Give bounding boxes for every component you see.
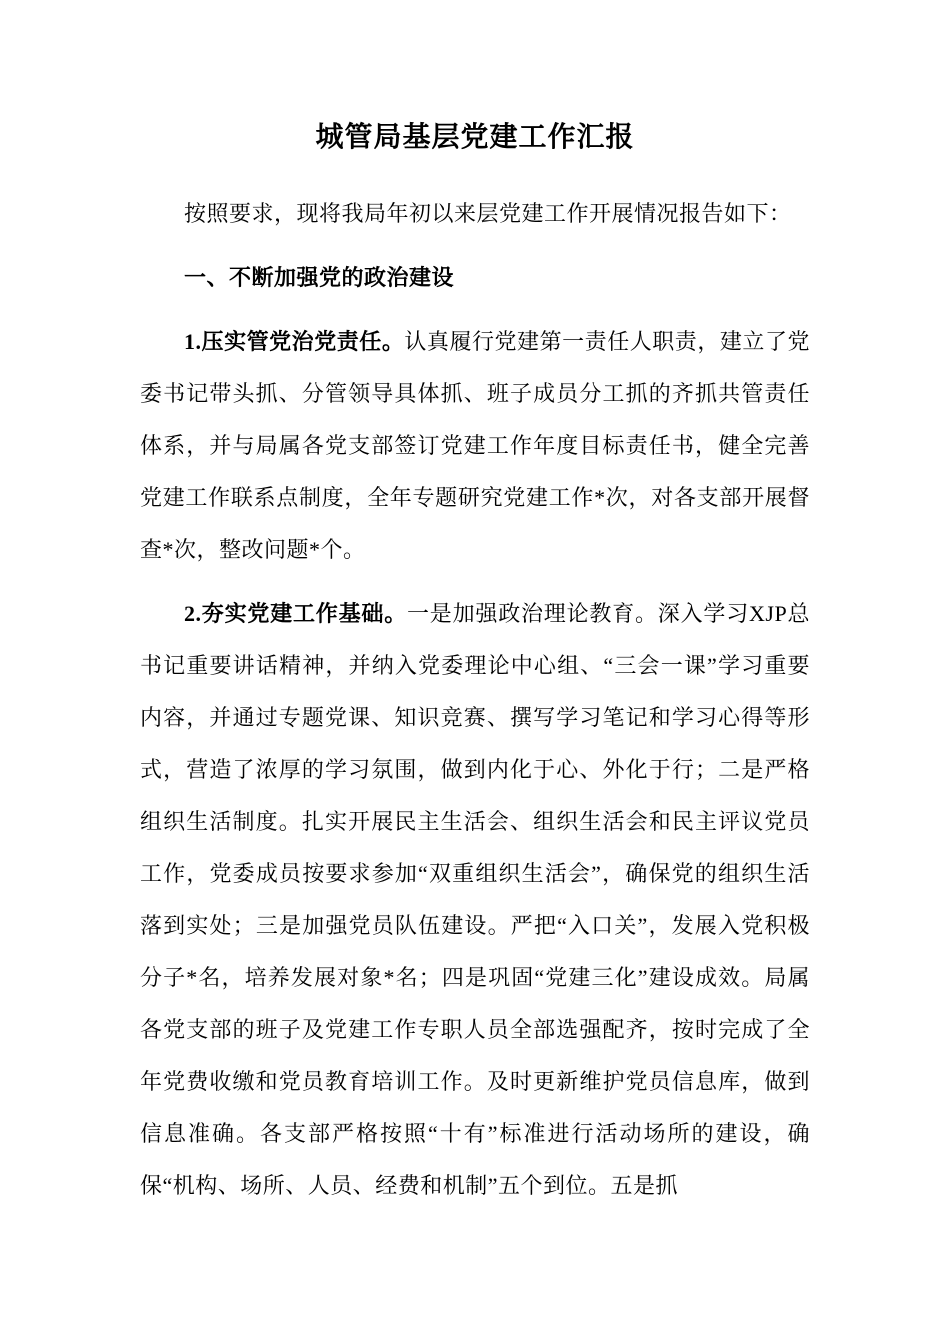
section-heading [140,252,810,304]
intro-paragraph-text: 按照要求，现将我局年初以来层党建工作开展情况报告如下： [184,201,792,227]
paragraph-item-1-lead: 1.压实管党治党责任。 [184,329,405,355]
paragraph-item-1-text: 认真履行党建第一责任人职责，建立了党委书记带头抓、分管领导具体抓、班子成员分工抓的齐抓共管责任体系，并与局属各党支部签订党建工作年度目标责任书，健全完善党建工作联系点制度，全年专题研究党建工作*次，对各支部开展督查*次，整改问题*个。 [140,329,810,563]
paragraph-item-2 [140,588,810,1212]
intro-paragraph [140,188,810,240]
paragraph-item-1 [140,316,810,576]
document-title: 城管局基层党建工作汇报 [315,122,635,153]
paragraph-item-2-text: 一是加强政治理论教育。深入学习XJP总书记重要讲话精神，并纳入党委理论中心组、“三会一课”学习重要内容，并通过专题党课、知识竞赛、撰写学习笔记和学习心得等形式，营造了浓厚的学习氛围，做到内化于心、外化于行；二是严格组织生活制度。扎实开展民主生活会、组织生活会和民主评议党员工作，党委成员按要求参加“双重组织生活会”，确保党的组织生活落到实处；三是加强党员队伍建设。严把“入口关”，发展入党积极分子*名，培养发展对象*名；四是巩固“党建三化”建设成效。局属各党支部的班子及党建工作专职人员全部选强配齐，按时完成了全年党费收缴和党员教育培训工作。及时更新维护党员信息库，做到信息准确。各支部严格按照“十有”标准进行活动场所的建设，确保“机构、场所、人员、经费和机制”五个到位。五是抓 [140,601,810,1199]
section-heading-text: 一、不断加强党的政治建设 [184,265,455,291]
paragraph-item-2-lead: 2.夯实党建工作基础。 [184,601,407,627]
